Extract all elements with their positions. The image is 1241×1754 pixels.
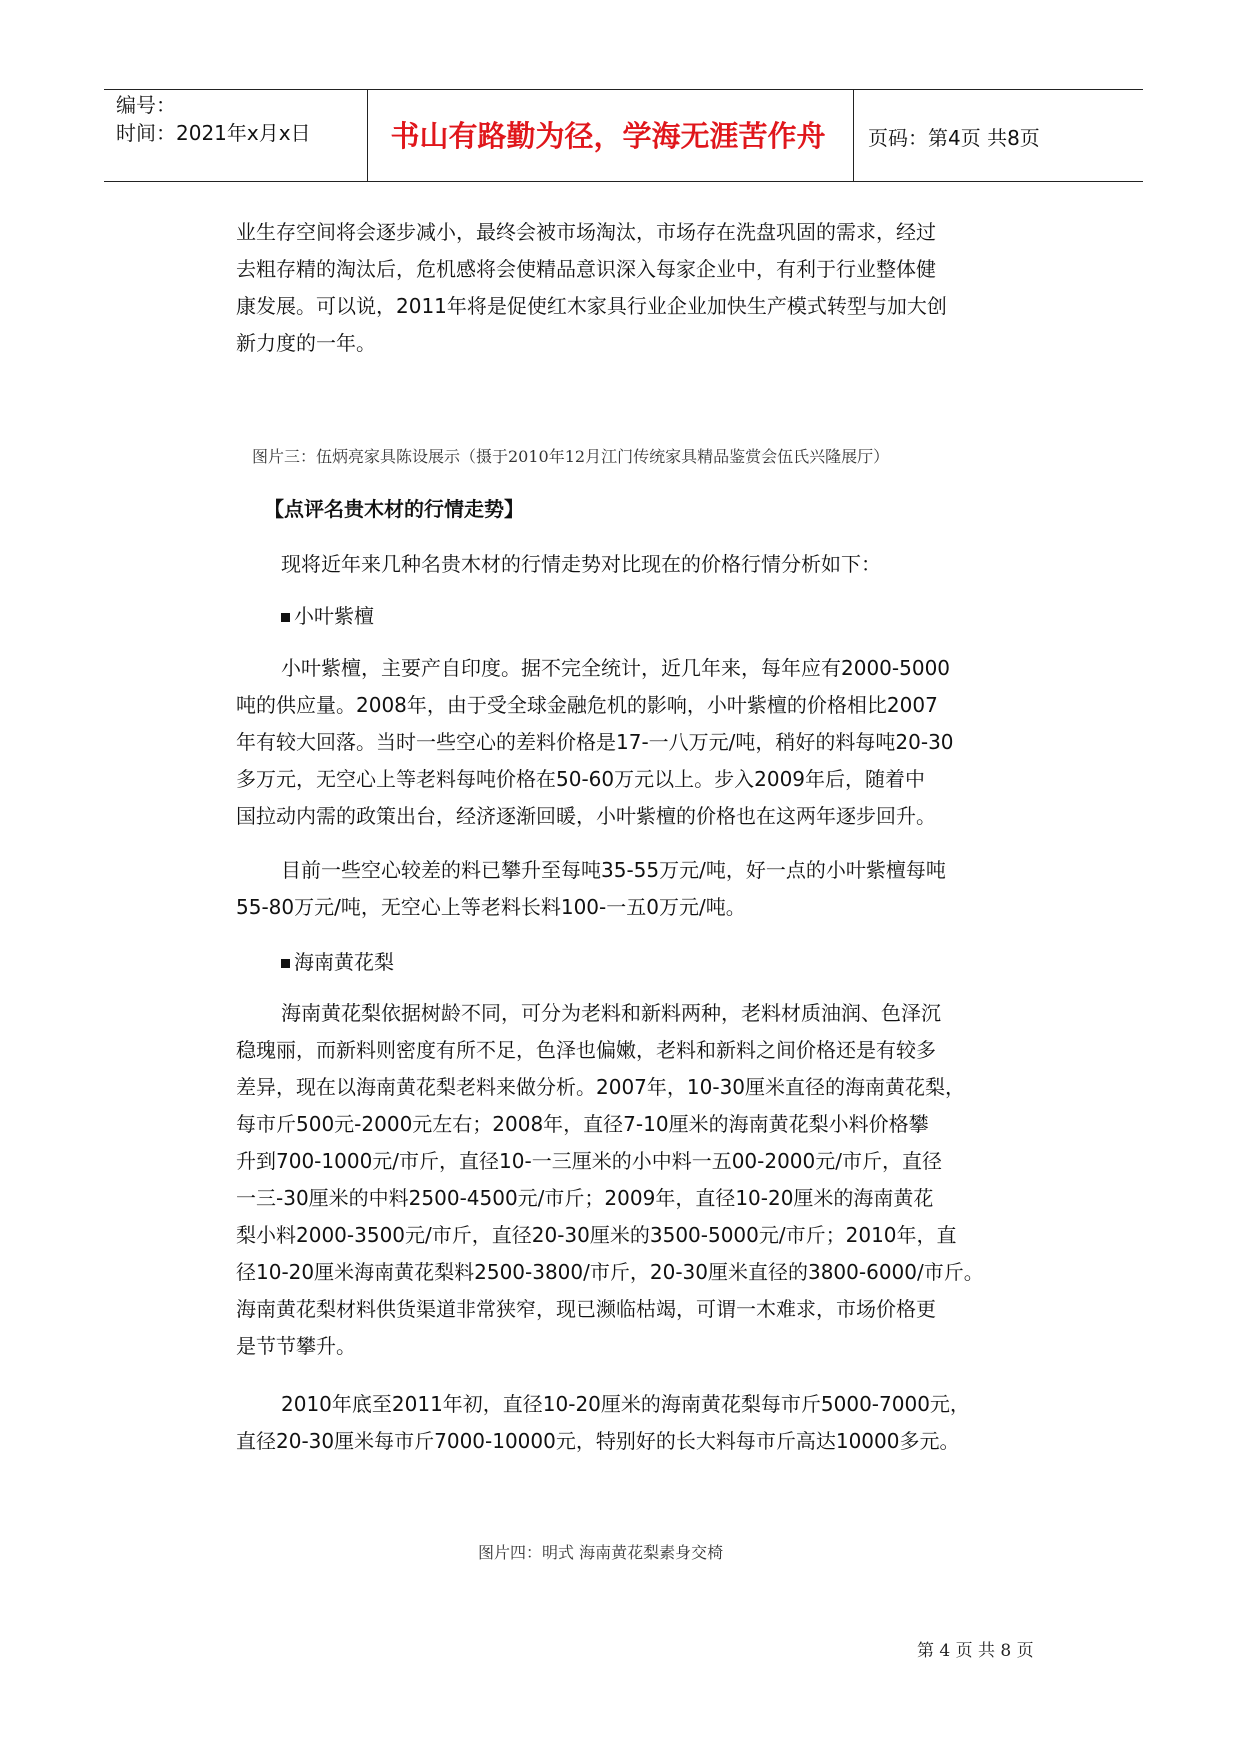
- text-line: 2010年底至2011年初，直径10-20厘米的海南黄花梨每市斤5000-7000元，: [281, 1392, 970, 1416]
- intro-paragraph: [236, 214, 1004, 362]
- text-line: 差异，现在以海南黄花梨老料来做分析。2007年，10-30厘米直径的海南黄花梨，: [236, 1075, 966, 1099]
- wood-2-title: 海南黄花梨: [294, 950, 394, 974]
- text-line: 海南黄花梨依据树龄不同，可分为老料和新料两种，老料材质油润、色泽沉: [281, 1001, 941, 1025]
- text-line: 直径20-30厘米每市斤7000-10000元，特别好的长大料每市斤高达10000多元。: [236, 1429, 960, 1453]
- text-line: 业生存空间将会逐步减小，最终会被市场淘汰，市场存在洗盘巩固的需求，经过: [236, 220, 936, 244]
- section-title: 【点评名贵木材的行情走势】: [264, 497, 524, 521]
- text-line: 现将近年来几种名贵木材的行情走势对比现在的价格行情分析如下：: [281, 552, 881, 576]
- figure-caption-3: 图片三：伍炳亮家具陈设展示（摄于2010年12月江门传统家具精品鉴赏会伍氏兴隆展厅）: [252, 447, 890, 466]
- section-intro: [236, 546, 1004, 583]
- header-page-label: 页码：第4页 共8页: [868, 126, 1040, 150]
- header-top-rule: [104, 89, 1143, 90]
- text-line: 每市斤500元-2000元左右；2008年，直径7-10厘米的海南黄花梨小料价格攀: [236, 1112, 929, 1136]
- text-line: 一三-30厘米的中料2500-4500元/市斤；2009年，直径10-20厘米的海南黄花: [236, 1186, 934, 1210]
- text-line: 康发展。可以说，2011年将是促使红木家具行业企业加快生产模式转型与加大创: [236, 294, 947, 318]
- text-line: 吨的供应量。2008年，由于受全球金融危机的影响，小叶紫檀的价格相比2007: [236, 693, 938, 717]
- text-line: 升到700-1000元/市斤，直径10-一三厘米的小中料一五00-2000元/市斤，直径: [236, 1149, 942, 1173]
- page-footer: 第 4 页 共 8 页: [917, 1641, 1034, 1661]
- wood-2-paragraph-2: [236, 1386, 1004, 1460]
- wood-2-heading: [281, 946, 394, 975]
- text-line: 55-80万元/吨，无空心上等老料长料100-一五0万元/吨。: [236, 895, 746, 919]
- header-motto: 书山有路勤为径，学海无涯苦作舟: [390, 119, 826, 153]
- square-bullet-icon: [281, 959, 290, 968]
- text-line: 稳瑰丽，而新料则密度有所不足，色泽也偏嫩，老料和新料之间价格还是有较多: [236, 1038, 936, 1062]
- text-line: 梨小料2000-3500元/市斤，直径20-30厘米的3500-5000元/市斤；2010年，直: [236, 1223, 957, 1247]
- wood-1-paragraph-1: [236, 650, 1004, 835]
- header-number-label: 编号：: [116, 93, 176, 117]
- header-divider-right: [853, 89, 854, 181]
- text-line: 海南黄花梨材料供货渠道非常狭窄，现已濒临枯竭，可谓一木难求，市场价格更: [236, 1297, 936, 1321]
- text-line: 去粗存精的淘汰后，危机感将会使精品意识深入每家企业中，有利于行业整体健: [236, 257, 936, 281]
- text-line: 小叶紫檀，主要产自印度。据不完全统计，近几年来，每年应有2000-5000: [281, 656, 951, 680]
- header-bottom-rule: [104, 181, 1143, 182]
- wood-1-heading: [281, 600, 374, 629]
- text-line: 是节节攀升。: [236, 1334, 356, 1358]
- wood-1-paragraph-2: [236, 852, 1004, 926]
- header-time-label: 时间：2021年x月x日: [116, 121, 311, 145]
- square-bullet-icon: [281, 613, 290, 622]
- wood-1-title: 小叶紫檀: [294, 604, 374, 628]
- text-line: 新力度的一年。: [236, 331, 376, 355]
- text-line: 多万元，无空心上等老料每吨价格在50-60万元以上。步入2009年后，随着中: [236, 767, 926, 791]
- figure-caption-4: 图片四：明式 海南黄花梨素身交椅: [478, 1543, 724, 1562]
- text-line: 径10-20厘米海南黄花梨料2500-3800/市斤，20-30厘米直径的3800-6000/市斤。: [236, 1260, 984, 1284]
- wood-2-paragraph-1: [236, 995, 1004, 1365]
- text-line: 目前一些空心较差的料已攀升至每吨35-55万元/吨，好一点的小叶紫檀每吨: [281, 858, 946, 882]
- text-line: 年有较大回落。当时一些空心的差料价格是17-一八万元/吨，稍好的料每吨20-30: [236, 730, 954, 754]
- text-line: 国拉动内需的政策出台，经济逐渐回暖，小叶紫檀的价格也在这两年逐步回升。: [236, 804, 936, 828]
